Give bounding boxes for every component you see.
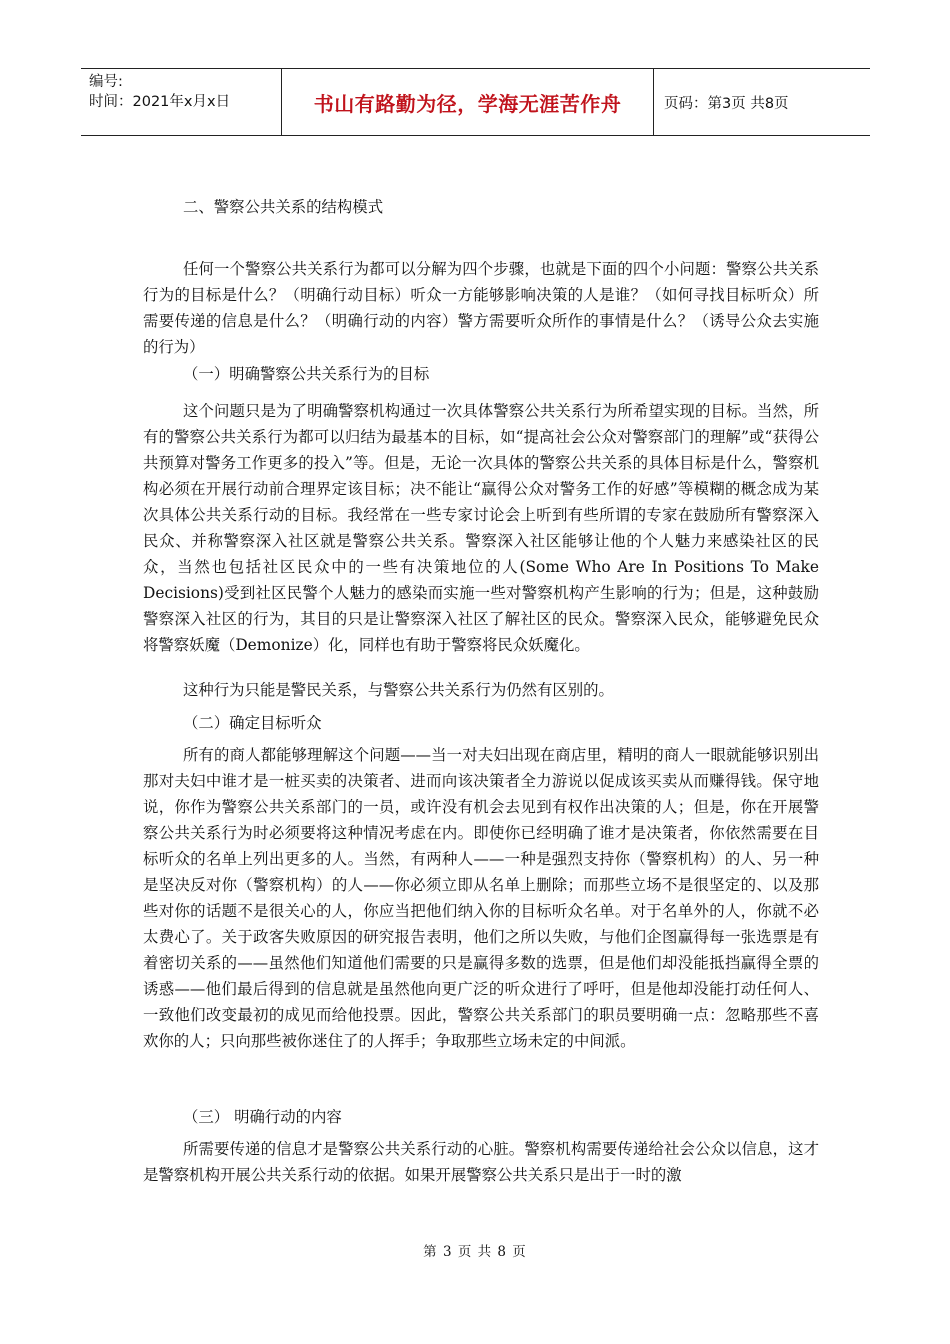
- paragraph-goal: 这个问题只是为了明确警察机构通过一次具体警察公共关系行为所希望实现的目标。当然，所有的警察公共关系行为都可以归结为最基本的目标，如“提高社会公众对警察部门的理解”或“获得公共预算对警务工作更多的投入”等。但是，无论一次具体的警察公共关系的具体目标是什么，警察机构必须在开展行动前合理界定该目标；决不能让“赢得公众对警务工作的好感”等模糊的概念成为某次具体公共关系行动的目标。我经常在一些专家讨论会上听到有些所谓的专家在鼓励所有警察深入民众、并称警察深入社区就是警察公共关系。警察深入社区能够让他的个人魅力来感染社区的民众，当然也包括社区民众中的一些有决策地位的人(Some Who Are In Positions To Make Decisions)受到社区民警个人魅力的感染而实施一些对警察机构产生影响的行为；但是，这种鼓励警察深入社区的行为，其目的只是让警察深入社区了解社区的民众。警察深入民众，能够避免民众将警察妖魔（Demonize）化，同样也有助于警察将民众妖魔化。: [143, 402, 819, 654]
- paragraph-target-audience: 所有的商人都能够理解这个问题——当一对夫妇出现在商店里，精明的商人一眼就能够识别出那对夫妇中谁才是一桩买卖的决策者、进而向该决策者全力游说以促成该买卖从而赚得钱。保守地说，你作为警察公共关系部门的一员，或许没有机会去见到有权作出决策的人；但是，你在开展警察公共关系行为时必须要将这种情况考虑在内。即使你已经明确了谁才是决策者，你依然需要在目标听众的名单上列出更多的人。当然，有两种人——一种是强烈支持你（警察机构）的人、另一种是坚决反对你（警察机构）的人——你必须立即从名单上删除；而那些立场不是很坚定的、以及那些对你的话题不是很关心的人，你应当把他们纳入你的目标听众名单。对于名单外的人，你就不必太费心了。关于政客失败原因的研究报告表明，他们之所以失败，与他们企图赢得每一张选票是有着密切关系的——虽然他们知道他们需要的只是赢得多数的选票，但是他们却没能抵挡赢得全票的诱惑——他们最后得到的信息就是虽然他向更广泛的听众进行了呼吁，但是他却没能打动任何人、一致他们改变最初的成见而给他投票。因此，警察公共关系部门的职员要明确一点：忽略那些不喜欢你的人；只向那些被你迷住了的人挥手；争取那些立场未定的中间派。: [143, 746, 819, 1050]
- header-page-number: 页码：第3页 共8页: [664, 95, 789, 112]
- header-motto: 书山有路勤为径，学海无涯苦作舟: [282, 69, 654, 135]
- paragraph-action-content: 所需要传递的信息才是警察公共关系行动的心脏。警察机构需要传递给社会公众以信息，这才是警察机构开展公共关系行动的依据。如果开展警察公共关系只是出于一时的激: [143, 1140, 819, 1184]
- paragraph-police-community: 这种行为只能是警民关系，与警察公共关系行为仍然有区别的。: [183, 681, 614, 699]
- subsection-heading-3: （三） 明确行动的内容: [183, 1108, 342, 1126]
- subsection-heading-2: （二）确定目标听众: [183, 714, 322, 732]
- subsection-heading-1: （一）明确警察公共关系行为的目标: [183, 365, 430, 383]
- page-footer: 第 3 页 共 8 页: [423, 1244, 527, 1260]
- intro-paragraph: 任何一个警察公共关系行为都可以分解为四个步骤，也就是下面的四个小问题：警察公共关系行为的目标是什么？（明确行动目标）听众一方能够影响决策的人是谁？（如何寻找目标听众）所需要传递的信息是什么？（明确行动的内容）警方需要听众所作的事情是什么？（诱导公众去实施的行为）: [143, 260, 819, 356]
- document-number-label: 编号:: [89, 74, 123, 90]
- header-meta: [81, 69, 282, 135]
- document-date-label: 时间：2021年x月x日: [89, 94, 231, 110]
- document-header: [81, 68, 870, 136]
- section-title: 二、警察公共关系的结构模式: [183, 198, 384, 216]
